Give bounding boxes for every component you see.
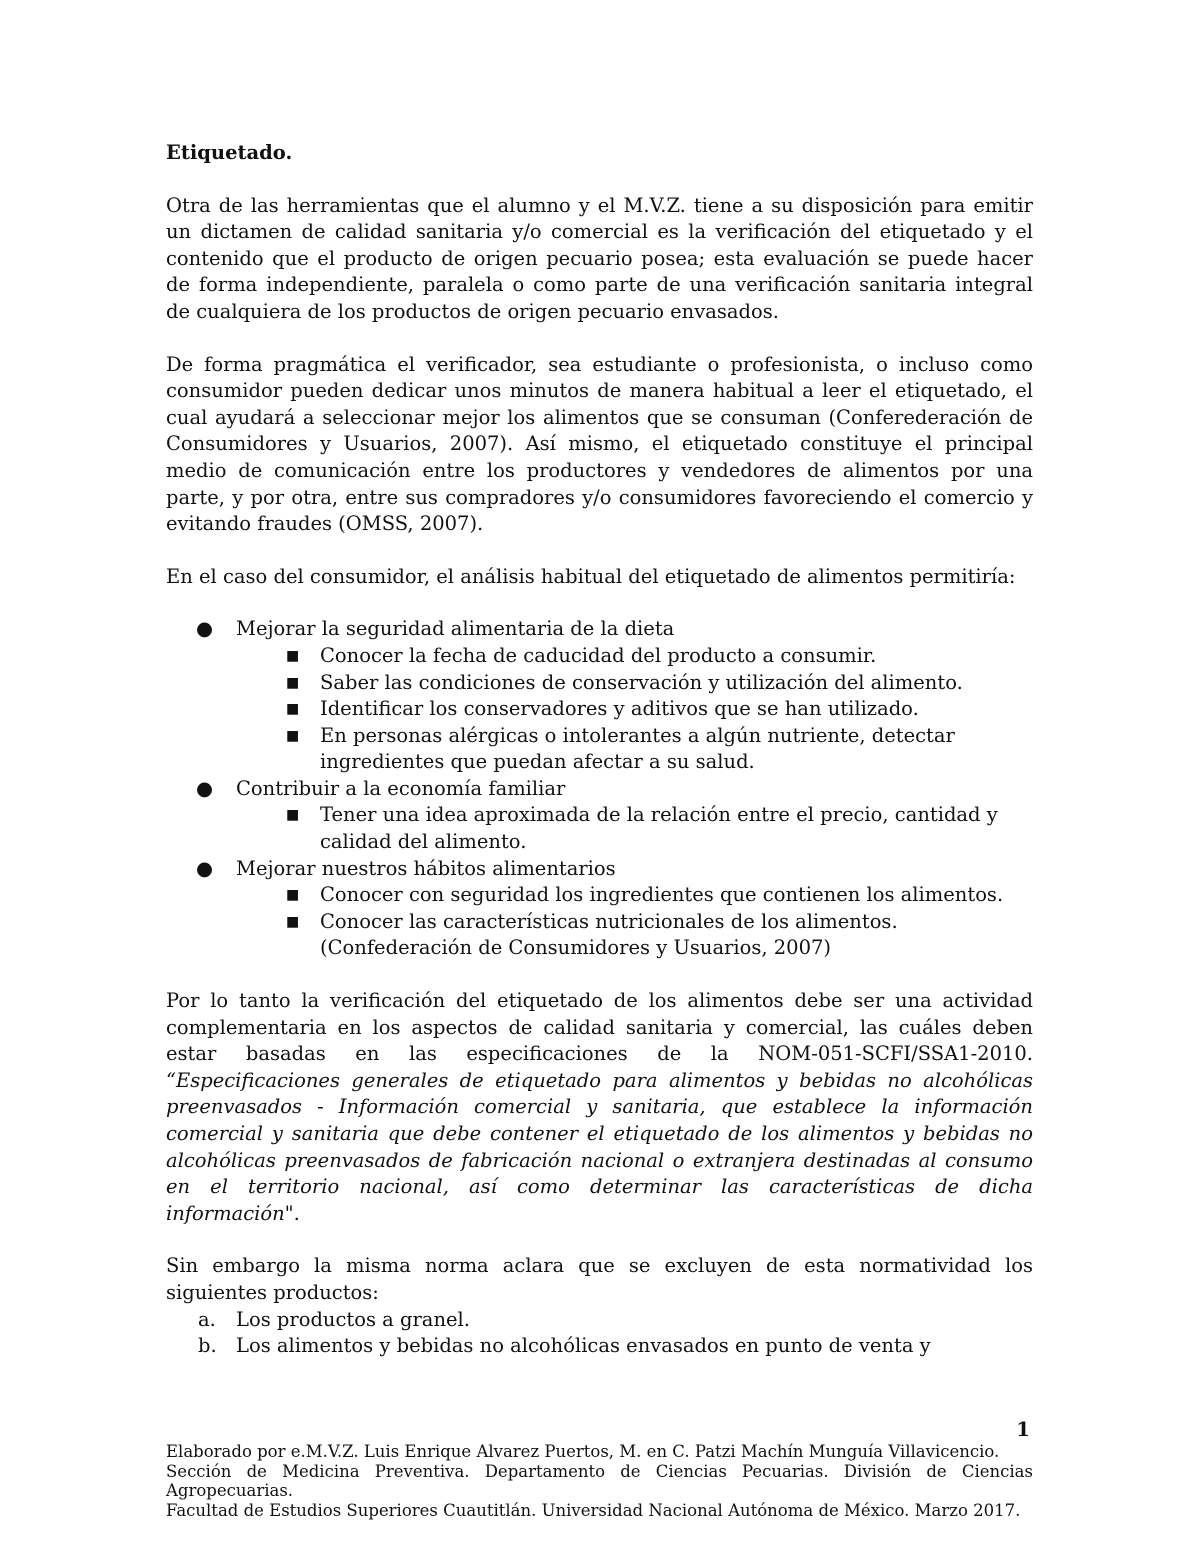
- bullet-icon: ●: [196, 776, 214, 800]
- list-marker: b.: [198, 1334, 217, 1358]
- square-bullet-icon: ■: [286, 913, 300, 930]
- square-bullet-icon: ■: [286, 701, 300, 718]
- document-body: [166, 140, 1033, 1360]
- exclusions-list: [166, 1307, 1033, 1360]
- section-title: Etiquetado.: [166, 141, 293, 164]
- paragraph-norm: Por lo tanto la verificación del etiquetado de los alimentos debe ser una actividad complementaria en los aspectos de calidad sanitaria y comercial, las cuáles deben estar basadas en las especificaciones de la NOM-051-SCFI/SSA1-2010. “Especificaciones generales de etiquetado para alimentos y bebidas no alcohólicas preenvasados - Información comercial y sanitaria, que establece la información comercial y sanitaria que debe contener el etiquetado de los alimentos y bebidas no alcohólicas preenvasados de fabricación nacional o extranjera destinadas al consumo en el territorio nacional, así como determinar las características de dicha información".: [166, 989, 1033, 1225]
- sub-list: [236, 802, 1033, 855]
- exclusion-item: b. Los alimentos y bebidas no alcohólicas envasados en punto de venta y: [236, 1333, 1033, 1360]
- footer-section: Sección de Medicina Preventiva. Departamento de Ciencias Pecuarias. División de Ciencias Agropecuarias.: [166, 1461, 1033, 1500]
- square-bullet-icon: ■: [286, 807, 300, 824]
- bullet-icon: ●: [196, 856, 214, 880]
- benefit-item: [196, 776, 1033, 856]
- sub-item: ■ Identificar los conservadores y aditivos que se han utilizado.: [320, 696, 1033, 723]
- square-bullet-icon: ■: [286, 887, 300, 904]
- footer-authors: Elaborado por e.M.V.Z. Luis Enrique Alvarez Puertos, M. en C. Patzi Machín Munguía Villavicencio.: [166, 1442, 1000, 1461]
- square-bullet-icon: ■: [286, 647, 300, 664]
- exclusion-item: a. Los productos a granel.: [236, 1307, 1033, 1334]
- page-footer: [166, 1442, 1033, 1520]
- benefit-label: Contribuir a la economía familiar: [236, 776, 566, 800]
- square-bullet-icon: ■: [286, 727, 300, 744]
- benefit-item: [196, 856, 1033, 962]
- square-bullet-icon: ■: [286, 674, 300, 691]
- benefits-list: [166, 616, 1033, 962]
- sub-list: [236, 643, 1033, 776]
- sub-item: ■ Conocer la fecha de caducidad del producto a consumir.: [320, 643, 1033, 670]
- norm-quote: “Especificaciones generales de etiquetado para alimentos y bebidas no alcohólicas preenvasados - Información comercial y sanitaria, que establece la información comercial y sanitaria que debe contener el etiquetado de los alimentos y bebidas no alcohólicas preenvasados de fabricación nacional o extranjera destinadas al consumo en el territorio nacional, así como determinar las características de dicha información": [166, 1068, 1033, 1225]
- bullet-icon: ●: [196, 617, 214, 641]
- sub-item: ■ Tener una idea aproximada de la relación entre el precio, cantidad y calidad del alimento.: [286, 803, 998, 854]
- sub-item: ■ Saber las condiciones de conservación y utilización del alimento.: [320, 670, 1033, 697]
- paragraph-pragmatic: De forma pragmática el verificador, sea estudiante o profesionista, o incluso como consumidor pueden dedicar unos minutos de manera habitual a leer el etiquetado, el cual ayudará a seleccionar mejor los alimentos que se consuman (Conferederación de Consumidores y Usuarios, 2007). Así mismo, el etiquetado constituye el principal medio de comunicación entre los productores y vendedores de alimentos por una parte, y por otra, entre sus compradores y/o consumidores favoreciendo el comercio y evitando fraudes (OMSS, 2007).: [166, 352, 1033, 536]
- sub-list: [236, 882, 1033, 962]
- footer-institution: Facultad de Estudios Superiores Cuautitlán. Universidad Nacional Autónoma de México. Marzo 2017.: [166, 1500, 1021, 1520]
- list-marker: a.: [198, 1307, 216, 1331]
- benefit-label: Mejorar nuestros hábitos alimentarios: [236, 856, 616, 880]
- sub-item: ■ Conocer las características nutricionales de los alimentos. (Confederación de Consumidores y Usuarios, 2007): [286, 909, 898, 960]
- benefit-label: Mejorar la seguridad alimentaria de la dieta: [236, 617, 675, 641]
- paragraph-consumer: En el caso del consumidor, el análisis habitual del etiquetado de alimentos permitiría:: [166, 564, 1016, 588]
- sub-item: ■ Conocer con seguridad los ingredientes que contienen los alimentos.: [320, 882, 1033, 909]
- page-number: 1: [1016, 1418, 1030, 1441]
- paragraph-exclusions: Sin embargo la misma norma aclara que se excluyen de esta normatividad los siguientes productos:: [166, 1254, 1033, 1304]
- sub-item: ■ En personas alérgicas o intolerantes a algún nutriente, detectar ingredientes que puedan afectar a su salud.: [286, 723, 955, 774]
- benefit-item: [196, 616, 1033, 776]
- paragraph-intro: Otra de las herramientas que el alumno y el M.V.Z. tiene a su disposición para emitir un dictamen de calidad sanitaria y/o comercial es la verificación del etiquetado y el contenido que el producto de origen pecuario posea; esta evaluación se puede hacer de forma independiente, paralela o como parte de una verificación sanitaria integral de cualquiera de los productos de origen pecuario envasados.: [166, 193, 1033, 323]
